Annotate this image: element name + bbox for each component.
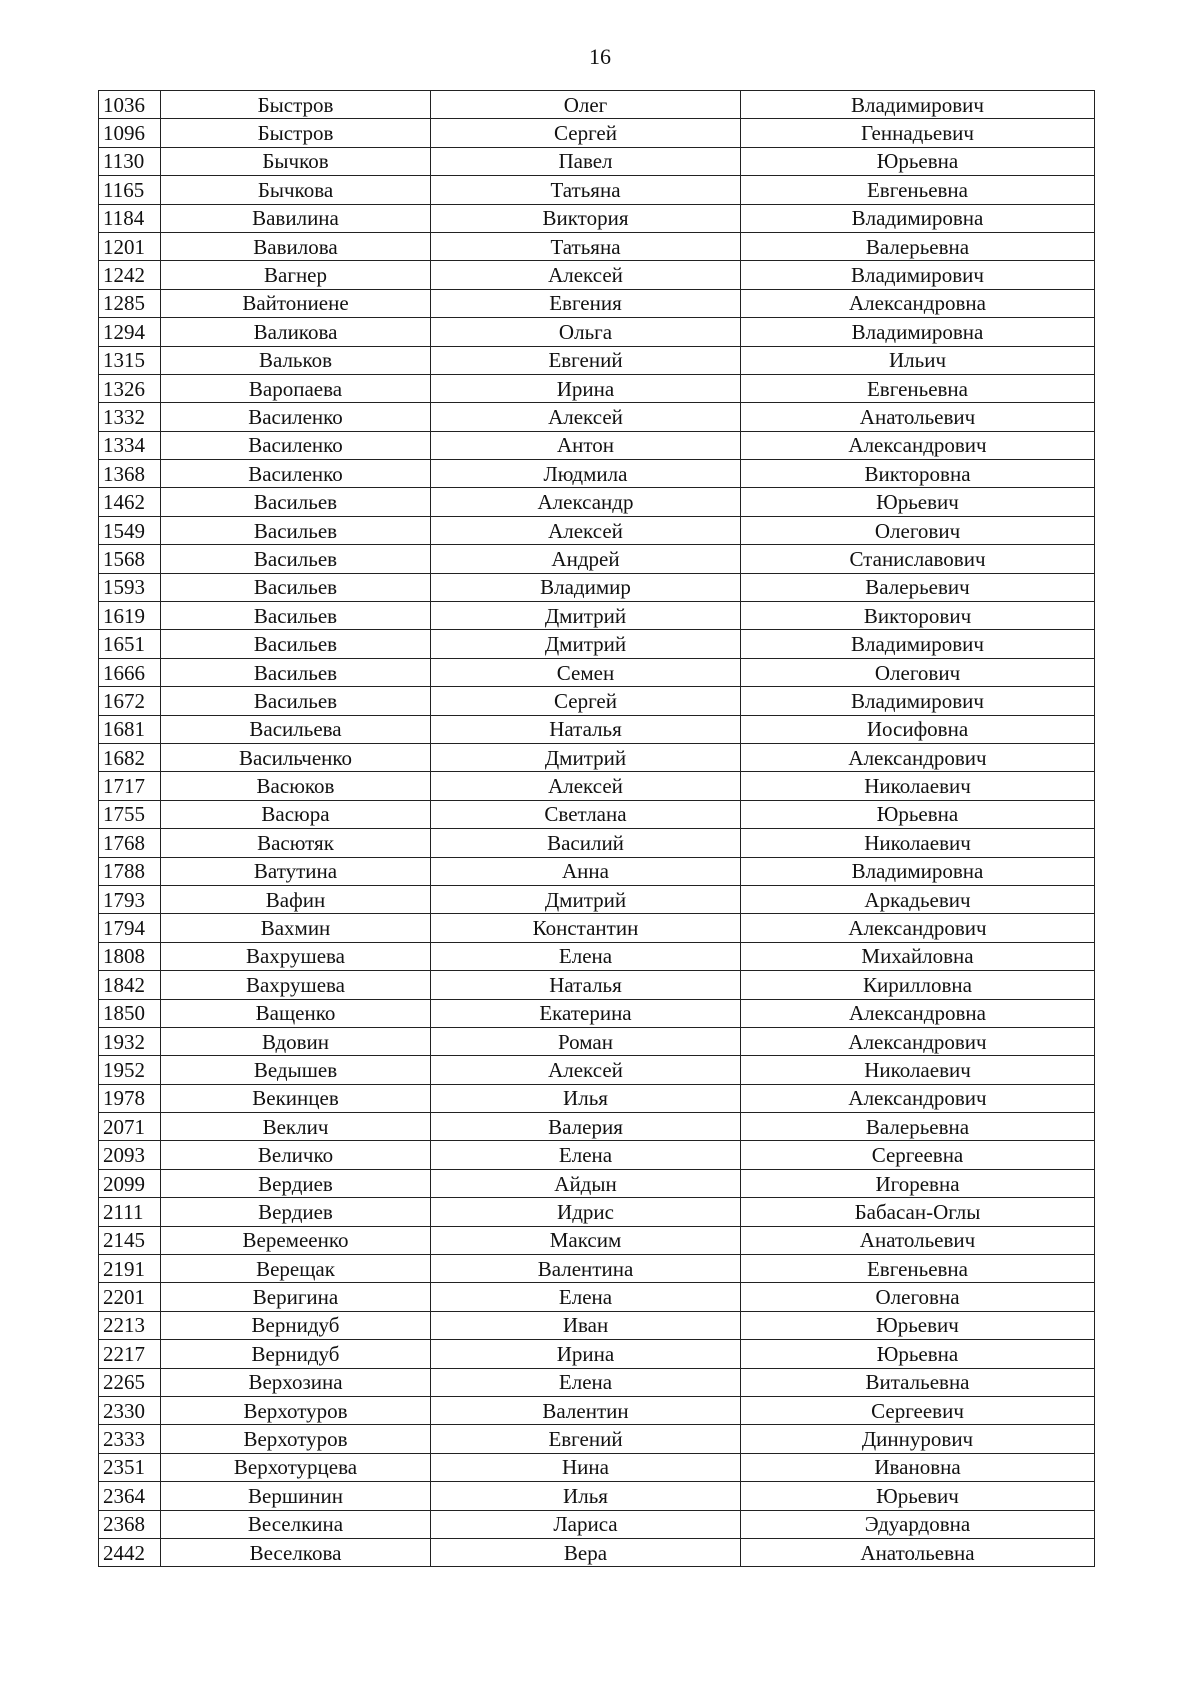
table-row: [99, 829, 1095, 857]
patronymic-cell: Валерьевич: [741, 573, 1095, 601]
table-row: [99, 885, 1095, 913]
table-row: [99, 346, 1095, 374]
patronymic-cell: Диннурович: [741, 1425, 1095, 1453]
last-name-cell: Васильев: [161, 687, 431, 715]
first-name-cell: Светлана: [431, 800, 741, 828]
first-name-cell: Александр: [431, 488, 741, 516]
last-name-cell: Вагнер: [161, 261, 431, 289]
first-name-cell: Павел: [431, 147, 741, 175]
table-row: [99, 176, 1095, 204]
first-name-cell: Сергей: [431, 119, 741, 147]
table-row: [99, 687, 1095, 715]
row-number-cell: 2265: [99, 1368, 161, 1396]
last-name-cell: Верещак: [161, 1255, 431, 1283]
patronymic-cell: Владимирович: [741, 630, 1095, 658]
table-row: [99, 999, 1095, 1027]
roster-table: [98, 90, 1095, 1567]
last-name-cell: Васильева: [161, 715, 431, 743]
patronymic-cell: Сергеевна: [741, 1141, 1095, 1169]
table-row: [99, 1169, 1095, 1197]
table-row: [99, 488, 1095, 516]
patronymic-cell: Александровна: [741, 999, 1095, 1027]
first-name-cell: Илья: [431, 1482, 741, 1510]
patronymic-cell: Александровна: [741, 289, 1095, 317]
first-name-cell: Олег: [431, 91, 741, 119]
table-row: [99, 743, 1095, 771]
table-row: [99, 1027, 1095, 1055]
table-row: [99, 147, 1095, 175]
patronymic-cell: Николаевич: [741, 1056, 1095, 1084]
patronymic-cell: Олеговна: [741, 1283, 1095, 1311]
patronymic-cell: Николаевич: [741, 829, 1095, 857]
row-number-cell: 1672: [99, 687, 161, 715]
patronymic-cell: Александрович: [741, 914, 1095, 942]
row-number-cell: 1768: [99, 829, 161, 857]
row-number-cell: 1593: [99, 573, 161, 601]
first-name-cell: Илья: [431, 1084, 741, 1112]
first-name-cell: Алексей: [431, 1056, 741, 1084]
table-row: [99, 1084, 1095, 1112]
last-name-cell: Вавилина: [161, 204, 431, 232]
row-number-cell: 1036: [99, 91, 161, 119]
row-number-cell: 1332: [99, 403, 161, 431]
row-number-cell: 1842: [99, 971, 161, 999]
table-row: [99, 1482, 1095, 1510]
last-name-cell: Василенко: [161, 431, 431, 459]
last-name-cell: Веригина: [161, 1283, 431, 1311]
first-name-cell: Елена: [431, 1368, 741, 1396]
first-name-cell: Андрей: [431, 545, 741, 573]
table-row: [99, 1425, 1095, 1453]
patronymic-cell: Юрьевна: [741, 1340, 1095, 1368]
table-row: [99, 1056, 1095, 1084]
first-name-cell: Евгений: [431, 346, 741, 374]
patronymic-cell: Владимировна: [741, 857, 1095, 885]
row-number-cell: 1184: [99, 204, 161, 232]
last-name-cell: Бычков: [161, 147, 431, 175]
last-name-cell: Вахмин: [161, 914, 431, 942]
row-number-cell: 2111: [99, 1198, 161, 1226]
row-number-cell: 1462: [99, 488, 161, 516]
patronymic-cell: Евгеньевна: [741, 176, 1095, 204]
last-name-cell: Веклич: [161, 1113, 431, 1141]
first-name-cell: Наталья: [431, 715, 741, 743]
patronymic-cell: Олегович: [741, 516, 1095, 544]
last-name-cell: Васильев: [161, 488, 431, 516]
table-row: [99, 800, 1095, 828]
first-name-cell: Максим: [431, 1226, 741, 1254]
row-number-cell: 1978: [99, 1084, 161, 1112]
first-name-cell: Дмитрий: [431, 630, 741, 658]
row-number-cell: 2201: [99, 1283, 161, 1311]
last-name-cell: Васильев: [161, 573, 431, 601]
row-number-cell: 1681: [99, 715, 161, 743]
first-name-cell: Елена: [431, 942, 741, 970]
last-name-cell: Вдовин: [161, 1027, 431, 1055]
table-row: [99, 658, 1095, 686]
last-name-cell: Вердиев: [161, 1169, 431, 1197]
last-name-cell: Быстров: [161, 91, 431, 119]
table-row: [99, 289, 1095, 317]
last-name-cell: Вальков: [161, 346, 431, 374]
last-name-cell: Василенко: [161, 460, 431, 488]
row-number-cell: 1717: [99, 772, 161, 800]
first-name-cell: Валерия: [431, 1113, 741, 1141]
table-row: [99, 602, 1095, 630]
first-name-cell: Евгения: [431, 289, 741, 317]
table-row: [99, 261, 1095, 289]
last-name-cell: Васильченко: [161, 743, 431, 771]
table-row: [99, 1255, 1095, 1283]
patronymic-cell: Владимирович: [741, 91, 1095, 119]
row-number-cell: 2145: [99, 1226, 161, 1254]
patronymic-cell: Евгеньевна: [741, 1255, 1095, 1283]
patronymic-cell: Юрьевич: [741, 488, 1095, 516]
last-name-cell: Валикова: [161, 318, 431, 346]
first-name-cell: Вера: [431, 1538, 741, 1566]
patronymic-cell: Александрович: [741, 743, 1095, 771]
last-name-cell: Вернидуб: [161, 1340, 431, 1368]
patronymic-cell: Олегович: [741, 658, 1095, 686]
last-name-cell: Веселкина: [161, 1510, 431, 1538]
row-number-cell: 2213: [99, 1311, 161, 1339]
last-name-cell: Ващенко: [161, 999, 431, 1027]
row-number-cell: 2442: [99, 1538, 161, 1566]
table-row: [99, 942, 1095, 970]
first-name-cell: Наталья: [431, 971, 741, 999]
first-name-cell: Людмила: [431, 460, 741, 488]
table-row: [99, 460, 1095, 488]
first-name-cell: Владимир: [431, 573, 741, 601]
last-name-cell: Бычкова: [161, 176, 431, 204]
last-name-cell: Васютяк: [161, 829, 431, 857]
patronymic-cell: Александрович: [741, 1084, 1095, 1112]
patronymic-cell: Николаевич: [741, 772, 1095, 800]
row-number-cell: 2364: [99, 1482, 161, 1510]
row-number-cell: 1130: [99, 147, 161, 175]
patronymic-cell: Ивановна: [741, 1453, 1095, 1481]
patronymic-cell: Валерьевна: [741, 1113, 1095, 1141]
patronymic-cell: Александрович: [741, 431, 1095, 459]
patronymic-cell: Иосифовна: [741, 715, 1095, 743]
last-name-cell: Векинцев: [161, 1084, 431, 1112]
table-row: [99, 1453, 1095, 1481]
row-number-cell: 1808: [99, 942, 161, 970]
first-name-cell: Ирина: [431, 1340, 741, 1368]
patronymic-cell: Эдуардовна: [741, 1510, 1095, 1538]
row-number-cell: 2217: [99, 1340, 161, 1368]
table-row: [99, 232, 1095, 260]
first-name-cell: Алексей: [431, 516, 741, 544]
row-number-cell: 2368: [99, 1510, 161, 1538]
row-number-cell: 1788: [99, 857, 161, 885]
first-name-cell: Идрис: [431, 1198, 741, 1226]
table-row: [99, 914, 1095, 942]
last-name-cell: Васюра: [161, 800, 431, 828]
first-name-cell: Татьяна: [431, 232, 741, 260]
table-row: [99, 1198, 1095, 1226]
last-name-cell: Васильев: [161, 545, 431, 573]
row-number-cell: 1666: [99, 658, 161, 686]
row-number-cell: 1285: [99, 289, 161, 317]
last-name-cell: Вафин: [161, 885, 431, 913]
table-row: [99, 374, 1095, 402]
patronymic-cell: Юрьевна: [741, 800, 1095, 828]
first-name-cell: Семен: [431, 658, 741, 686]
last-name-cell: Вахрушева: [161, 971, 431, 999]
row-number-cell: 1201: [99, 232, 161, 260]
last-name-cell: Вердиев: [161, 1198, 431, 1226]
first-name-cell: Виктория: [431, 204, 741, 232]
patronymic-cell: Викторович: [741, 602, 1095, 630]
patronymic-cell: Сергеевич: [741, 1396, 1095, 1424]
last-name-cell: Васильев: [161, 602, 431, 630]
last-name-cell: Вахрушева: [161, 942, 431, 970]
table-row: [99, 1226, 1095, 1254]
last-name-cell: Васильев: [161, 658, 431, 686]
table-row: [99, 545, 1095, 573]
last-name-cell: Васильев: [161, 516, 431, 544]
patronymic-cell: Ильич: [741, 346, 1095, 374]
patronymic-cell: Владимировна: [741, 318, 1095, 346]
last-name-cell: Веремеенко: [161, 1226, 431, 1254]
row-number-cell: 1568: [99, 545, 161, 573]
row-number-cell: 2333: [99, 1425, 161, 1453]
patronymic-cell: Анатольевич: [741, 1226, 1095, 1254]
first-name-cell: Антон: [431, 431, 741, 459]
row-number-cell: 1793: [99, 885, 161, 913]
row-number-cell: 2330: [99, 1396, 161, 1424]
row-number-cell: 1619: [99, 602, 161, 630]
table-row: [99, 91, 1095, 119]
last-name-cell: Василенко: [161, 403, 431, 431]
row-number-cell: 1294: [99, 318, 161, 346]
table-row: [99, 1396, 1095, 1424]
row-number-cell: 2093: [99, 1141, 161, 1169]
roster-body: [99, 91, 1095, 1567]
table-row: [99, 1538, 1095, 1566]
patronymic-cell: Юрьевна: [741, 147, 1095, 175]
table-row: [99, 403, 1095, 431]
table-row: [99, 1283, 1095, 1311]
patronymic-cell: Станиславович: [741, 545, 1095, 573]
last-name-cell: Верхотуров: [161, 1425, 431, 1453]
patronymic-cell: Бабасан-Оглы: [741, 1198, 1095, 1226]
row-number-cell: 1315: [99, 346, 161, 374]
row-number-cell: 1165: [99, 176, 161, 204]
table-row: [99, 1340, 1095, 1368]
last-name-cell: Верхотурцева: [161, 1453, 431, 1481]
first-name-cell: Ирина: [431, 374, 741, 402]
last-name-cell: Ведышев: [161, 1056, 431, 1084]
row-number-cell: 1549: [99, 516, 161, 544]
patronymic-cell: Геннадьевич: [741, 119, 1095, 147]
last-name-cell: Быстров: [161, 119, 431, 147]
patronymic-cell: Аркадьевич: [741, 885, 1095, 913]
last-name-cell: Васильев: [161, 630, 431, 658]
table-row: [99, 1510, 1095, 1538]
patronymic-cell: Витальевна: [741, 1368, 1095, 1396]
first-name-cell: Алексей: [431, 772, 741, 800]
row-number-cell: 1952: [99, 1056, 161, 1084]
table-row: [99, 971, 1095, 999]
first-name-cell: Алексей: [431, 261, 741, 289]
row-number-cell: 1755: [99, 800, 161, 828]
patronymic-cell: Владимирович: [741, 261, 1095, 289]
row-number-cell: 2191: [99, 1255, 161, 1283]
first-name-cell: Нина: [431, 1453, 741, 1481]
patronymic-cell: Владимирович: [741, 687, 1095, 715]
last-name-cell: Ватутина: [161, 857, 431, 885]
first-name-cell: Роман: [431, 1027, 741, 1055]
first-name-cell: Валентина: [431, 1255, 741, 1283]
patronymic-cell: Евгеньевна: [741, 374, 1095, 402]
table-row: [99, 1368, 1095, 1396]
row-number-cell: 1096: [99, 119, 161, 147]
table-row: [99, 573, 1095, 601]
row-number-cell: 2351: [99, 1453, 161, 1481]
patronymic-cell: Александрович: [741, 1027, 1095, 1055]
first-name-cell: Татьяна: [431, 176, 741, 204]
table-row: [99, 204, 1095, 232]
row-number-cell: 1326: [99, 374, 161, 402]
first-name-cell: Анна: [431, 857, 741, 885]
last-name-cell: Верхозина: [161, 1368, 431, 1396]
patronymic-cell: Игоревна: [741, 1169, 1095, 1197]
patronymic-cell: Валерьевна: [741, 232, 1095, 260]
last-name-cell: Вайтониене: [161, 289, 431, 317]
row-number-cell: 1334: [99, 431, 161, 459]
table-row: [99, 318, 1095, 346]
last-name-cell: Варопаева: [161, 374, 431, 402]
table-row: [99, 772, 1095, 800]
patronymic-cell: Юрьевич: [741, 1482, 1095, 1510]
table-row: [99, 1141, 1095, 1169]
first-name-cell: Дмитрий: [431, 743, 741, 771]
first-name-cell: Сергей: [431, 687, 741, 715]
row-number-cell: 1682: [99, 743, 161, 771]
first-name-cell: Дмитрий: [431, 602, 741, 630]
row-number-cell: 2071: [99, 1113, 161, 1141]
first-name-cell: Константин: [431, 914, 741, 942]
first-name-cell: Алексей: [431, 403, 741, 431]
table-row: [99, 857, 1095, 885]
last-name-cell: Васюков: [161, 772, 431, 800]
last-name-cell: Вершинин: [161, 1482, 431, 1510]
last-name-cell: Вернидуб: [161, 1311, 431, 1339]
row-number-cell: 1850: [99, 999, 161, 1027]
last-name-cell: Вавилова: [161, 232, 431, 260]
table-row: [99, 516, 1095, 544]
table-row: [99, 1113, 1095, 1141]
first-name-cell: Евгений: [431, 1425, 741, 1453]
table-row: [99, 119, 1095, 147]
patronymic-cell: Анатольевна: [741, 1538, 1095, 1566]
first-name-cell: Дмитрий: [431, 885, 741, 913]
row-number-cell: 1368: [99, 460, 161, 488]
patronymic-cell: Анатольевич: [741, 403, 1095, 431]
first-name-cell: Айдын: [431, 1169, 741, 1197]
first-name-cell: Елена: [431, 1283, 741, 1311]
first-name-cell: Валентин: [431, 1396, 741, 1424]
page-number: 16: [589, 44, 611, 69]
last-name-cell: Верхотуров: [161, 1396, 431, 1424]
first-name-cell: Иван: [431, 1311, 741, 1339]
last-name-cell: Веселкова: [161, 1538, 431, 1566]
table-row: [99, 1311, 1095, 1339]
patronymic-cell: Владимировна: [741, 204, 1095, 232]
table-row: [99, 715, 1095, 743]
row-number-cell: 1242: [99, 261, 161, 289]
first-name-cell: Василий: [431, 829, 741, 857]
row-number-cell: 1932: [99, 1027, 161, 1055]
first-name-cell: Лариса: [431, 1510, 741, 1538]
first-name-cell: Елена: [431, 1141, 741, 1169]
row-number-cell: 1651: [99, 630, 161, 658]
first-name-cell: Ольга: [431, 318, 741, 346]
patronymic-cell: Михайловна: [741, 942, 1095, 970]
patronymic-cell: Юрьевич: [741, 1311, 1095, 1339]
last-name-cell: Величко: [161, 1141, 431, 1169]
patronymic-cell: Кирилловна: [741, 971, 1095, 999]
first-name-cell: Екатерина: [431, 999, 741, 1027]
table-row: [99, 431, 1095, 459]
patronymic-cell: Викторовна: [741, 460, 1095, 488]
row-number-cell: 1794: [99, 914, 161, 942]
row-number-cell: 2099: [99, 1169, 161, 1197]
table-row: [99, 630, 1095, 658]
